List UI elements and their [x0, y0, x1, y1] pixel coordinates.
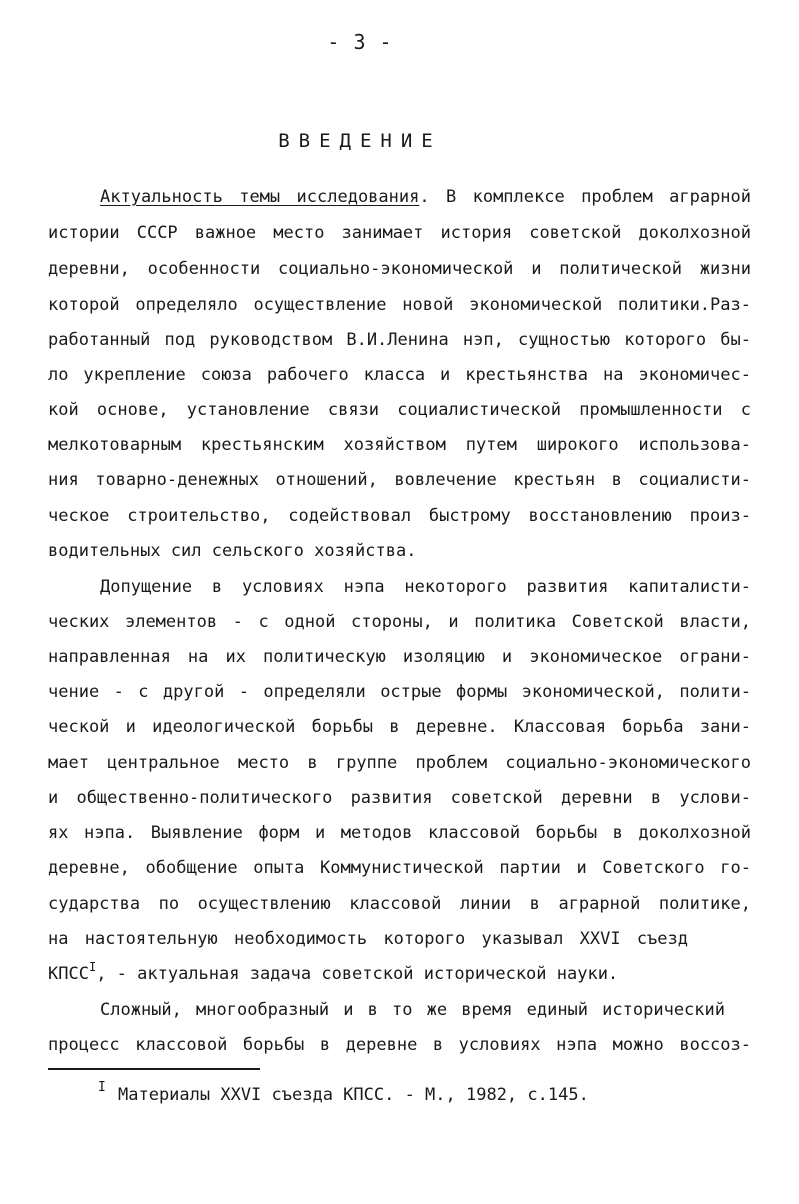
text-line: деревне, обобщение опыта Коммунистической партии и Советского го- [48, 858, 751, 878]
text-line: работанный под руководством В.И.Ленина нэп, сущностью которого бы- [48, 330, 751, 350]
text-line [48, 186, 751, 208]
text-line: ческое строительство, содействовал быстрому восстановлению произ- [48, 506, 751, 526]
footnote-divider [48, 1068, 260, 1070]
footnote-mark: I [98, 1080, 106, 1095]
text-line: истории СССР важное место занимает история советской доколхозной [48, 223, 751, 243]
section-heading: ВВЕДЕНИЕ [278, 130, 442, 152]
text-line: деревни, особенности социально-экономической и политической жизни [48, 259, 751, 279]
text-line: которой определяло осуществление новой экономической политики.Раз- [48, 295, 751, 315]
text-segment: . В комплексе проблем аграрной [419, 187, 752, 207]
text-line: ческих элементов - с одной стороны, и политика Советской власти, [48, 612, 751, 632]
text-line: сударства по осуществлению классовой линии в аграрной политике, [48, 894, 751, 914]
text-line: Допущение в условиях нэпа некоторого развития капиталисти- [100, 577, 751, 597]
text-line: мелкотоварным крестьянским хозяйством путем широкого использова- [48, 435, 751, 455]
text-line: водительных сил сельского хозяйства. [48, 541, 417, 561]
text-line: кой основе, установление связи социалистической промышленности с [48, 400, 751, 420]
text-line: на настоятельную необходимость которого указывал XXVI съезд [48, 929, 688, 949]
footnote-reference[interactable]: I [88, 960, 97, 974]
text-line: направленная на их политическую изоляцию и экономическое ограни- [48, 647, 751, 667]
text-line: чение - с другой - определяли острые формы экономической, полити- [48, 682, 751, 702]
text-line [48, 960, 619, 986]
text-line: ния товарно-денежных отношений, вовлечение крестьян в социалисти- [48, 470, 751, 490]
page-number: - 3 - [327, 30, 393, 54]
text-line: мает центральное место в группе проблем социально-экономического [48, 753, 751, 773]
text-segment: КПСС [48, 964, 89, 984]
text-line: процесс классовой борьбы в деревне в условиях нэпа можно воссоз- [48, 1035, 751, 1055]
text-segment: , - актуальная задача советской исторической науки. [96, 964, 619, 984]
footnote-text: Материалы XXVI съезда КПСС. - М., 1982, с.145. [118, 1085, 589, 1105]
text-line: ях нэпа. Выявление форм и методов классовой борьбы в доколхозной [48, 823, 751, 843]
text-line: ло укрепление союза рабочего класса и крестьянства на экономичес- [48, 365, 751, 385]
topic-relevance-title: Актуальность темы исследования [100, 187, 420, 207]
text-line: Сложный, многообразный и в то же время единый исторический [100, 1000, 725, 1020]
text-line: ческой и идеологической борьбы в деревне. Классовая борьба зани- [48, 717, 751, 737]
text-line: и общественно-политического развития советской деревни в услови- [48, 788, 751, 808]
